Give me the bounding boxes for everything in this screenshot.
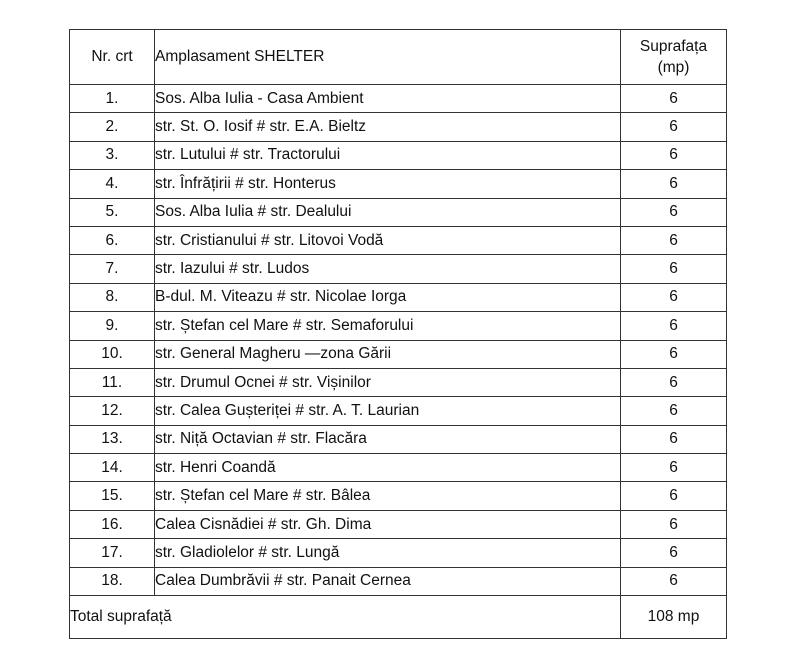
row-area: 6	[621, 510, 727, 538]
table-row	[70, 170, 727, 198]
table-row	[70, 340, 727, 368]
row-area: 6	[621, 454, 727, 482]
table-row	[70, 482, 727, 510]
row-number: 2.	[70, 113, 155, 141]
total-value: 108 mp	[621, 596, 727, 639]
row-area: 6	[621, 567, 727, 595]
table-row	[70, 85, 727, 113]
header-suprafata-label: Suprafața	[639, 38, 708, 55]
row-location: str. Ștefan cel Mare # str. Bâlea	[155, 482, 621, 510]
row-number: 4.	[70, 170, 155, 198]
table-row	[70, 539, 727, 567]
table-body	[70, 85, 727, 596]
row-location: Sos. Alba Iulia # str. Dealului	[155, 198, 621, 226]
table-row	[70, 141, 727, 169]
row-number: 8.	[70, 283, 155, 311]
row-number: 10.	[70, 340, 155, 368]
row-location: str. Henri Coandă	[155, 454, 621, 482]
header-nr-crt: Nr. crt	[70, 30, 155, 85]
row-number: 1.	[70, 85, 155, 113]
row-number: 9.	[70, 312, 155, 340]
header-amplasament: Amplasament SHELTER	[155, 30, 621, 85]
table-row	[70, 312, 727, 340]
table-header-row	[70, 30, 727, 85]
row-location: Calea Dumbrăvii # str. Panait Cernea	[155, 567, 621, 595]
table-row	[70, 397, 727, 425]
row-location: str. Înfrățirii # str. Honterus	[155, 170, 621, 198]
row-area: 6	[621, 113, 727, 141]
row-area: 6	[621, 141, 727, 169]
table-row	[70, 510, 727, 538]
row-location: str. Lutului # str. Tractorului	[155, 141, 621, 169]
row-area: 6	[621, 368, 727, 396]
row-number: 16.	[70, 510, 155, 538]
row-number: 17.	[70, 539, 155, 567]
row-area: 6	[621, 283, 727, 311]
table-row	[70, 368, 727, 396]
row-location: str. Cristianului # str. Litovoi Vodă	[155, 226, 621, 254]
row-location: str. Gladiolelor # str. Lungă	[155, 539, 621, 567]
row-area: 6	[621, 425, 727, 453]
row-location: str. Ștefan cel Mare # str. Semaforului	[155, 312, 621, 340]
row-location: Calea Cisnădiei # str. Gh. Dima	[155, 510, 621, 538]
row-area: 6	[621, 85, 727, 113]
row-area: 6	[621, 255, 727, 283]
row-number: 11.	[70, 368, 155, 396]
row-location: Sos. Alba Iulia - Casa Ambient	[155, 85, 621, 113]
row-area: 6	[621, 312, 727, 340]
row-location: str. Iazului # str. Ludos	[155, 255, 621, 283]
row-number: 14.	[70, 454, 155, 482]
row-area: 6	[621, 397, 727, 425]
total-label: Total suprafață	[70, 596, 621, 639]
row-number: 15.	[70, 482, 155, 510]
row-number: 5.	[70, 198, 155, 226]
row-area: 6	[621, 482, 727, 510]
table-row	[70, 255, 727, 283]
row-area: 6	[621, 539, 727, 567]
row-number: 6.	[70, 226, 155, 254]
row-location: str. Calea Gușteriței # str. A. T. Laurian	[155, 397, 621, 425]
header-suprafata	[621, 30, 727, 85]
table-row	[70, 567, 727, 595]
table-row	[70, 198, 727, 226]
header-suprafata-unit: (mp)	[657, 59, 690, 76]
shelter-table	[69, 29, 727, 639]
table-row	[70, 226, 727, 254]
row-location: str. Niță Octavian # str. Flacăra	[155, 425, 621, 453]
row-location: B-dul. M. Viteazu # str. Nicolae Iorga	[155, 283, 621, 311]
row-number: 18.	[70, 567, 155, 595]
row-number: 13.	[70, 425, 155, 453]
row-number: 3.	[70, 141, 155, 169]
row-area: 6	[621, 226, 727, 254]
row-location: str. Drumul Ocnei # str. Vișinilor	[155, 368, 621, 396]
row-area: 6	[621, 198, 727, 226]
table-row	[70, 113, 727, 141]
row-number: 7.	[70, 255, 155, 283]
table-row	[70, 454, 727, 482]
total-row	[70, 596, 727, 639]
row-area: 6	[621, 340, 727, 368]
row-area: 6	[621, 170, 727, 198]
table-row	[70, 425, 727, 453]
row-number: 12.	[70, 397, 155, 425]
row-location: str. St. O. Iosif # str. E.A. Bieltz	[155, 113, 621, 141]
table-row	[70, 283, 727, 311]
row-location: str. General Magheru —zona Gării	[155, 340, 621, 368]
